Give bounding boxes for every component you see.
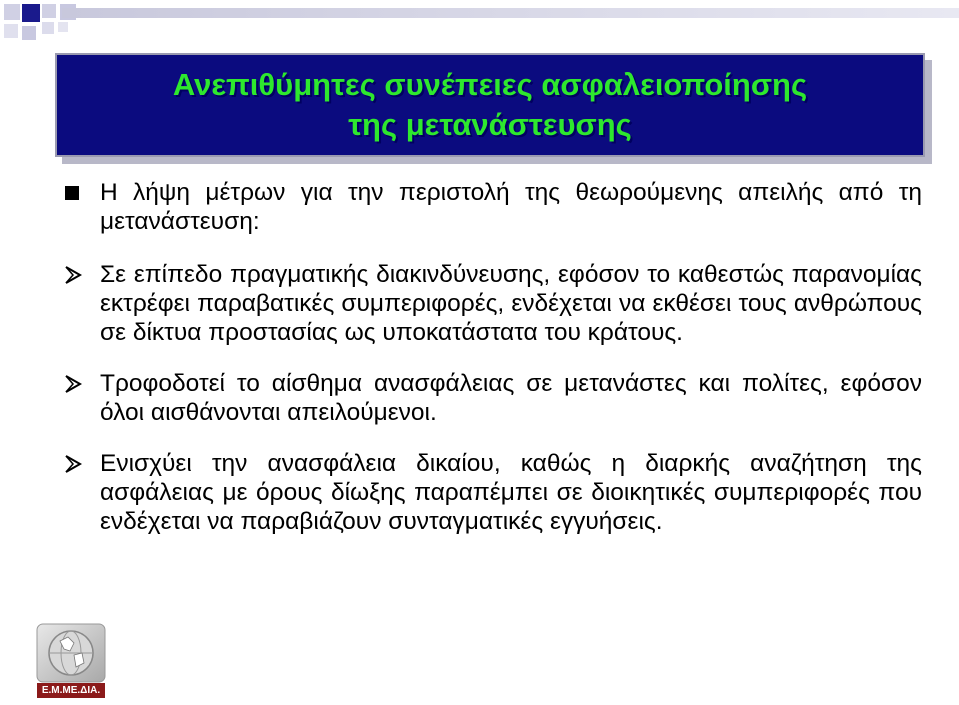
sub-point-text: Σε επίπεδο πραγματικής διακινδύνευσης, εφόσον το καθεστώς παρανομίας εκτρέφει παραβατικές συμπεριφορές, ενδέχεται να εκθέσει τους ανθρώπους σε δίκτυα προστασίας ως υποκατάστατα του κράτους. bbox=[100, 261, 922, 346]
sub-point-1 bbox=[62, 260, 922, 347]
deco-square bbox=[58, 22, 68, 32]
sub-point-2 bbox=[62, 369, 922, 427]
deco-band bbox=[62, 8, 959, 18]
deco-square bbox=[4, 24, 18, 38]
globe-logo-icon bbox=[36, 623, 106, 699]
slide-content bbox=[62, 178, 922, 558]
sub-point-3 bbox=[62, 449, 922, 536]
main-point bbox=[62, 178, 922, 236]
title-line-2: της μετανάστευσης bbox=[348, 107, 632, 142]
filled-square-icon bbox=[64, 178, 88, 207]
title-box bbox=[55, 53, 925, 157]
main-point-text: Η λήψη μέτρων για την περιστολή της θεωρούμενης απειλής από τη μετανάστευση: bbox=[100, 179, 922, 235]
deco-square bbox=[22, 26, 36, 40]
arrow-chevron-icon bbox=[64, 449, 88, 478]
arrow-chevron-icon bbox=[64, 369, 88, 398]
deco-square bbox=[22, 4, 40, 22]
logo-text: Ε.Μ.ΜΕ.ΔΙΑ. bbox=[41, 685, 101, 696]
deco-square bbox=[42, 4, 56, 18]
title-line-1: Ανεπιθύμητες συνέπειες ασφαλειοποίησης bbox=[172, 67, 808, 102]
decorative-squares bbox=[0, 0, 959, 60]
deco-square bbox=[4, 4, 20, 20]
arrow-chevron-icon bbox=[64, 260, 88, 289]
deco-square bbox=[42, 22, 54, 34]
sub-point-text: Τροφοδοτεί το αίσθημα ανασφάλειας σε μετανάστες και πολίτες, εφόσον όλοι αισθάνονται απειλούμενοι. bbox=[100, 370, 922, 426]
sub-point-text: Ενισχύει την ανασφάλεια δικαίου, καθώς η διαρκής αναζήτηση της ασφάλειας με όρους δίωξης παραπέμπει σε διοικητικές συμπεριφορές που ενδέχεται να παραβιάζουν συνταγματικές εγγυήσεις. bbox=[100, 450, 922, 535]
